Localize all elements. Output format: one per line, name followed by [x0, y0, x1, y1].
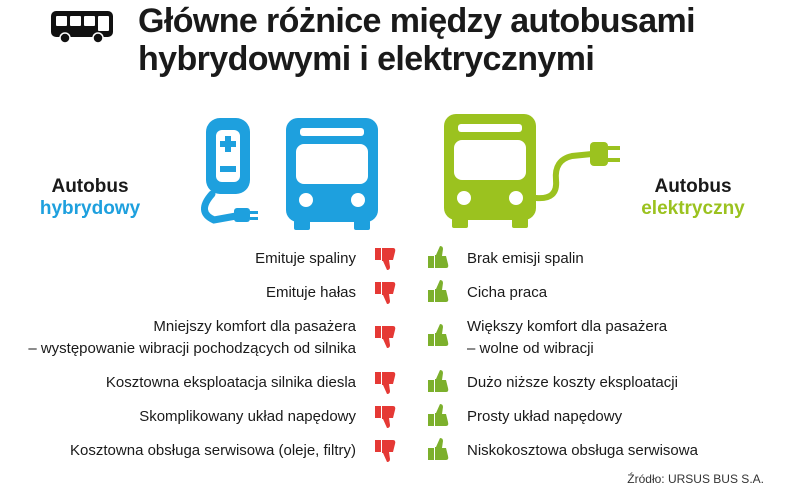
source-note: Źródło: URSUS BUS S.A. [627, 472, 764, 486]
electric-point: Brak emisji spalin [467, 250, 584, 267]
electric-label [628, 176, 758, 220]
thumbs-down-icon [373, 404, 399, 430]
thumbs-down-icon [373, 246, 399, 272]
electric-point: Prosty układ napędowy [467, 408, 623, 425]
hybrid-label-line-2: hybrydowy [39, 198, 141, 219]
thumbs-down-icon [373, 370, 399, 396]
electric-bus-plug-icon [440, 108, 640, 232]
electric-label-line-1: Autobus [654, 176, 732, 197]
bus-icon [50, 10, 114, 44]
thumbs-up-icon [426, 278, 452, 304]
header [0, 0, 788, 80]
electric-point: Cicha praca [467, 284, 548, 301]
thumbs-down-icon [373, 438, 399, 464]
thumbs-up-icon [426, 322, 452, 348]
thumbs-up-icon [426, 436, 452, 462]
hybrid-label-line-1: Autobus [51, 176, 129, 197]
hybrid-point: Skomplikowany układ napędowy [139, 408, 356, 425]
hybrid-point: Emituje spaliny [255, 250, 356, 267]
thumbs-down-icon [373, 324, 399, 350]
title-line-1: Główne różnice między autobusami [138, 2, 696, 40]
hybrid-point: Emituje hałas [265, 284, 356, 301]
hybrid-label [30, 176, 150, 220]
electric-point: Większy komfort dla pasażera – wolne od wibracji [467, 318, 668, 357]
hybrid-point: Mniejszy komfort dla pasażera – występowanie wibracji pochodzących od silnika [28, 318, 356, 357]
electric-point: Niskokosztowa obsługa serwisowa [467, 442, 698, 459]
hybrid-bus-fuel-pump-icon [186, 112, 386, 232]
electric-label-line-2: elektryczny [641, 198, 745, 219]
thumbs-up-icon [426, 402, 452, 428]
hybrid-point: Kosztowna obsługa serwisowa (oleje, filtry) [70, 442, 356, 459]
page-title [138, 2, 695, 78]
electric-point: Dużo niższe koszty eksploatacji [467, 374, 678, 391]
thumbs-up-icon [426, 244, 452, 270]
title-line-2: hybrydowymi i elektrycznymi [138, 40, 595, 78]
thumbs-down-icon [373, 280, 399, 306]
thumbs-up-icon [426, 368, 452, 394]
hybrid-point: Kosztowna eksploatacja silnika diesla [105, 374, 356, 391]
